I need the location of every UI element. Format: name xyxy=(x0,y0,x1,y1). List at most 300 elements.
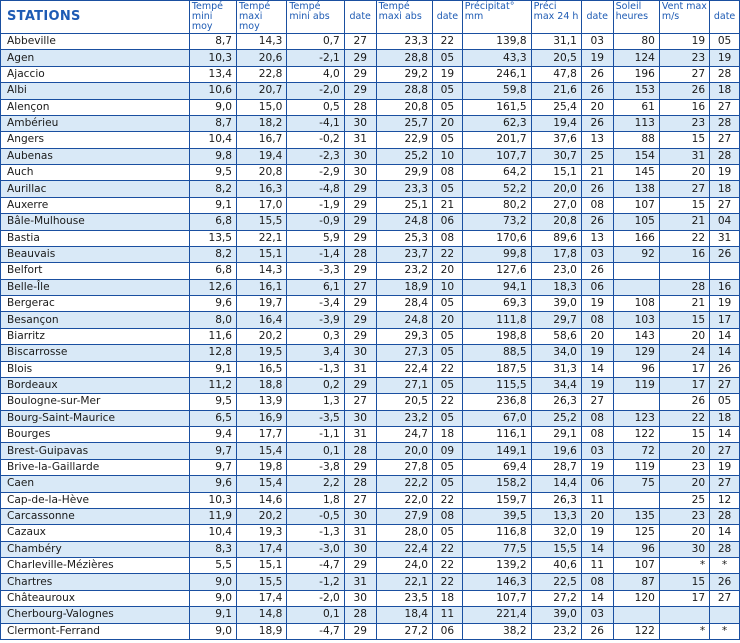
header-temp-max-abs: Tempé maxi abs xyxy=(376,1,432,34)
preci-max-24h-cell: 22,5 xyxy=(531,574,581,590)
table-row xyxy=(1,181,740,197)
temp-min-abs-cell: -1,2 xyxy=(287,574,344,590)
date-min-cell: 31 xyxy=(344,525,376,541)
temp-max-moy-cell: 19,8 xyxy=(237,459,287,475)
temp-min-moy-cell: 11,9 xyxy=(189,508,236,524)
date-min-cell: 31 xyxy=(344,574,376,590)
soleil-heures-cell: 125 xyxy=(613,525,659,541)
temp-min-abs-cell: -3,9 xyxy=(287,312,344,328)
preci-max-24h-cell: 32,0 xyxy=(531,525,581,541)
precipitation-cell: 127,6 xyxy=(462,263,531,279)
soleil-heures-cell: 107 xyxy=(613,197,659,213)
vent-max-cell: 26 xyxy=(659,394,709,410)
station-name-cell: Cap-de-la-Hève xyxy=(1,492,190,508)
temp-max-moy-cell: 19,3 xyxy=(237,525,287,541)
station-name-cell: Bergerac xyxy=(1,296,190,312)
station-name-cell: Albi xyxy=(1,83,190,99)
vent-max-cell: 15 xyxy=(659,574,709,590)
date-max-cell: 22 xyxy=(433,34,463,50)
date-min-cell: 29 xyxy=(344,263,376,279)
temp-max-moy-cell: 18,2 xyxy=(237,115,287,131)
temp-max-moy-cell: 15,4 xyxy=(237,476,287,492)
vent-max-cell: 24 xyxy=(659,345,709,361)
vent-max-cell: 15 xyxy=(659,132,709,148)
temp-min-abs-cell: -2,9 xyxy=(287,165,344,181)
temp-min-moy-cell: 8,2 xyxy=(189,246,236,262)
table-row xyxy=(1,574,740,590)
temp-max-abs-cell: 27,3 xyxy=(376,345,432,361)
temp-max-abs-cell: 29,9 xyxy=(376,165,432,181)
temp-max-abs-cell: 20,0 xyxy=(376,443,432,459)
temp-min-abs-cell: -1,1 xyxy=(287,427,344,443)
date-preci-cell: 08 xyxy=(581,574,613,590)
temp-max-moy-cell: 16,3 xyxy=(237,181,287,197)
date-vent-cell: * xyxy=(710,558,740,574)
table-row xyxy=(1,623,740,639)
station-name-cell: Bâle-Mulhouse xyxy=(1,214,190,230)
preci-max-24h-cell: 21,6 xyxy=(531,83,581,99)
table-row xyxy=(1,541,740,557)
soleil-heures-cell xyxy=(613,279,659,295)
soleil-heures-cell: 96 xyxy=(613,541,659,557)
preci-max-24h-cell: 15,5 xyxy=(531,541,581,557)
precipitation-cell: 139,8 xyxy=(462,34,531,50)
vent-max-cell: 17 xyxy=(659,361,709,377)
temp-max-abs-cell: 28,4 xyxy=(376,296,432,312)
table-row xyxy=(1,132,740,148)
soleil-heures-cell: 166 xyxy=(613,230,659,246)
date-min-cell: 31 xyxy=(344,132,376,148)
temp-min-moy-cell: 13,4 xyxy=(189,66,236,82)
temp-min-abs-cell: -4,7 xyxy=(287,623,344,639)
date-preci-cell: 14 xyxy=(581,590,613,606)
temp-min-abs-cell: 2,2 xyxy=(287,476,344,492)
date-max-cell: 05 xyxy=(433,181,463,197)
precipitation-cell: 116,1 xyxy=(462,427,531,443)
vent-max-cell: 23 xyxy=(659,115,709,131)
date-max-cell: 06 xyxy=(433,623,463,639)
vent-max-cell: 27 xyxy=(659,181,709,197)
temp-max-moy-cell: 17,4 xyxy=(237,541,287,557)
vent-max-cell: 22 xyxy=(659,410,709,426)
temp-max-moy-cell: 19,7 xyxy=(237,296,287,312)
table-row xyxy=(1,345,740,361)
preci-max-24h-cell: 28,7 xyxy=(531,459,581,475)
preci-max-24h-cell: 23,2 xyxy=(531,623,581,639)
date-max-cell: 05 xyxy=(433,459,463,475)
soleil-heures-cell: 107 xyxy=(613,558,659,574)
date-vent-cell: 26 xyxy=(710,361,740,377)
vent-max-cell: 20 xyxy=(659,443,709,459)
precipitation-cell: 38,2 xyxy=(462,623,531,639)
date-min-cell: 29 xyxy=(344,83,376,99)
station-name-cell: Carcassonne xyxy=(1,508,190,524)
temp-min-moy-cell: 8,7 xyxy=(189,34,236,50)
temp-min-moy-cell: 13,5 xyxy=(189,230,236,246)
temp-max-abs-cell: 27,8 xyxy=(376,459,432,475)
soleil-heures-cell: 72 xyxy=(613,443,659,459)
preci-max-24h-cell: 58,6 xyxy=(531,328,581,344)
date-preci-cell: 03 xyxy=(581,443,613,459)
temp-max-moy-cell: 14,8 xyxy=(237,607,287,623)
date-min-cell: 27 xyxy=(344,394,376,410)
date-vent-cell: 05 xyxy=(710,394,740,410)
date-min-cell: 29 xyxy=(344,66,376,82)
station-name-cell: Brive-la-Gaillarde xyxy=(1,459,190,475)
header-temp-min-moy: Tempé mini moy xyxy=(189,1,236,34)
date-vent-cell: 14 xyxy=(710,345,740,361)
temp-min-moy-cell: 10,6 xyxy=(189,83,236,99)
header-row xyxy=(1,1,740,34)
date-preci-cell: 03 xyxy=(581,246,613,262)
date-preci-cell: 08 xyxy=(581,197,613,213)
temp-min-moy-cell: 5,5 xyxy=(189,558,236,574)
preci-max-24h-cell: 31,1 xyxy=(531,34,581,50)
date-max-cell: 05 xyxy=(433,99,463,115)
vent-max-cell: * xyxy=(659,623,709,639)
date-max-cell: 20 xyxy=(433,263,463,279)
date-vent-cell: 17 xyxy=(710,312,740,328)
precipitation-cell: 170,6 xyxy=(462,230,531,246)
precipitation-cell: 115,5 xyxy=(462,377,531,393)
date-preci-cell: 19 xyxy=(581,50,613,66)
date-max-cell: 11 xyxy=(433,607,463,623)
date-max-cell: 05 xyxy=(433,83,463,99)
preci-max-24h-cell: 25,4 xyxy=(531,99,581,115)
temp-max-moy-cell: 15,1 xyxy=(237,246,287,262)
date-max-cell: 10 xyxy=(433,148,463,164)
soleil-heures-cell: 92 xyxy=(613,246,659,262)
date-preci-cell: 26 xyxy=(581,115,613,131)
table-row xyxy=(1,508,740,524)
date-min-cell: 29 xyxy=(344,214,376,230)
date-min-cell: 28 xyxy=(344,443,376,459)
vent-max-cell: 23 xyxy=(659,508,709,524)
temp-max-moy-cell: 14,3 xyxy=(237,263,287,279)
date-max-cell: 05 xyxy=(433,132,463,148)
vent-max-cell: 22 xyxy=(659,230,709,246)
temp-min-abs-cell: 0,1 xyxy=(287,443,344,459)
temp-min-moy-cell: 9,0 xyxy=(189,590,236,606)
precipitation-cell: 62,3 xyxy=(462,115,531,131)
header-precipitation: Précipitat° mm xyxy=(462,1,531,34)
date-min-cell: 29 xyxy=(344,230,376,246)
table-row xyxy=(1,34,740,50)
date-preci-cell: 03 xyxy=(581,607,613,623)
table-row xyxy=(1,328,740,344)
soleil-heures-cell: 80 xyxy=(613,34,659,50)
temp-max-moy-cell: 16,1 xyxy=(237,279,287,295)
date-vent-cell: 28 xyxy=(710,148,740,164)
temp-max-abs-cell: 25,2 xyxy=(376,148,432,164)
temp-max-abs-cell: 22,4 xyxy=(376,541,432,557)
date-preci-cell: 08 xyxy=(581,410,613,426)
preci-max-24h-cell: 17,8 xyxy=(531,246,581,262)
date-min-cell: 27 xyxy=(344,492,376,508)
date-max-cell: 08 xyxy=(433,508,463,524)
date-min-cell: 29 xyxy=(344,312,376,328)
date-preci-cell: 26 xyxy=(581,66,613,82)
station-name-cell: Chartres xyxy=(1,574,190,590)
soleil-heures-cell xyxy=(613,607,659,623)
station-name-cell: Clermont-Ferrand xyxy=(1,623,190,639)
preci-max-24h-cell: 19,4 xyxy=(531,115,581,131)
temp-max-abs-cell: 22,9 xyxy=(376,132,432,148)
date-vent-cell: 27 xyxy=(710,197,740,213)
date-vent-cell: 19 xyxy=(710,459,740,475)
temp-min-moy-cell: 8,7 xyxy=(189,115,236,131)
date-vent-cell: 12 xyxy=(710,492,740,508)
temp-max-abs-cell: 22,1 xyxy=(376,574,432,590)
date-min-cell: 29 xyxy=(344,623,376,639)
soleil-heures-cell: 88 xyxy=(613,132,659,148)
date-max-cell: 05 xyxy=(433,296,463,312)
station-name-cell: Aurillac xyxy=(1,181,190,197)
table-row xyxy=(1,197,740,213)
table-body xyxy=(1,34,740,640)
table-row xyxy=(1,590,740,606)
preci-max-24h-cell: 26,3 xyxy=(531,492,581,508)
precipitation-cell: 187,5 xyxy=(462,361,531,377)
preci-max-24h-cell: 27,2 xyxy=(531,590,581,606)
date-vent-cell: 19 xyxy=(710,165,740,181)
temp-max-abs-cell: 28,8 xyxy=(376,50,432,66)
table-row xyxy=(1,443,740,459)
temp-max-abs-cell: 28,0 xyxy=(376,525,432,541)
header-date-vent: date xyxy=(710,1,740,34)
date-min-cell: 28 xyxy=(344,246,376,262)
temp-min-moy-cell: 9,6 xyxy=(189,296,236,312)
temp-min-abs-cell: 6,1 xyxy=(287,279,344,295)
precipitation-cell: 59,8 xyxy=(462,83,531,99)
table-row xyxy=(1,66,740,82)
date-min-cell: 29 xyxy=(344,328,376,344)
precipitation-cell: 111,8 xyxy=(462,312,531,328)
table-row xyxy=(1,165,740,181)
vent-max-cell: 21 xyxy=(659,296,709,312)
precipitation-cell: 161,5 xyxy=(462,99,531,115)
table-row xyxy=(1,394,740,410)
temp-max-abs-cell: 22,0 xyxy=(376,492,432,508)
temp-max-moy-cell: 18,9 xyxy=(237,623,287,639)
station-name-cell: Bourges xyxy=(1,427,190,443)
table-row xyxy=(1,296,740,312)
date-vent-cell: 26 xyxy=(710,246,740,262)
date-preci-cell: 14 xyxy=(581,361,613,377)
table-row xyxy=(1,312,740,328)
station-name-cell: Belle-Île xyxy=(1,279,190,295)
temp-min-moy-cell: 9,7 xyxy=(189,459,236,475)
vent-max-cell: 16 xyxy=(659,246,709,262)
vent-max-cell: 17 xyxy=(659,377,709,393)
date-max-cell: 10 xyxy=(433,279,463,295)
date-vent-cell: 14 xyxy=(710,525,740,541)
temp-min-moy-cell: 9,4 xyxy=(189,427,236,443)
preci-max-24h-cell: 20,5 xyxy=(531,50,581,66)
temp-max-moy-cell: 14,3 xyxy=(237,34,287,50)
temp-min-moy-cell: 9,5 xyxy=(189,165,236,181)
soleil-heures-cell: 129 xyxy=(613,345,659,361)
station-name-cell: Bordeaux xyxy=(1,377,190,393)
date-vent-cell: 18 xyxy=(710,181,740,197)
station-name-cell: Cherbourg-Valognes xyxy=(1,607,190,623)
date-preci-cell: 26 xyxy=(581,83,613,99)
preci-max-24h-cell: 27,0 xyxy=(531,197,581,213)
temp-max-abs-cell: 27,2 xyxy=(376,623,432,639)
date-min-cell: 28 xyxy=(344,476,376,492)
date-max-cell: 09 xyxy=(433,443,463,459)
date-min-cell: 30 xyxy=(344,508,376,524)
temp-min-abs-cell: -2,0 xyxy=(287,83,344,99)
preci-max-24h-cell: 89,6 xyxy=(531,230,581,246)
station-name-cell: Caen xyxy=(1,476,190,492)
precipitation-cell: 201,7 xyxy=(462,132,531,148)
preci-max-24h-cell: 29,1 xyxy=(531,427,581,443)
station-name-cell: Châteauroux xyxy=(1,590,190,606)
temp-min-abs-cell: -1,4 xyxy=(287,246,344,262)
temp-max-moy-cell: 20,8 xyxy=(237,165,287,181)
precipitation-cell: 64,2 xyxy=(462,165,531,181)
header-vent-max: Vent max m/s xyxy=(659,1,709,34)
date-vent-cell: 19 xyxy=(710,296,740,312)
date-max-cell: 05 xyxy=(433,525,463,541)
station-name-cell: Alençon xyxy=(1,99,190,115)
temp-min-abs-cell: -1,3 xyxy=(287,361,344,377)
precipitation-cell: 69,4 xyxy=(462,459,531,475)
temp-min-moy-cell: 6,8 xyxy=(189,263,236,279)
date-max-cell: 21 xyxy=(433,197,463,213)
temp-max-moy-cell: 22,1 xyxy=(237,230,287,246)
temp-min-moy-cell: 9,0 xyxy=(189,623,236,639)
date-vent-cell: 28 xyxy=(710,508,740,524)
temp-max-abs-cell: 23,3 xyxy=(376,34,432,50)
temp-max-abs-cell: 25,7 xyxy=(376,115,432,131)
station-name-cell: Ambérieu xyxy=(1,115,190,131)
temp-min-moy-cell: 9,1 xyxy=(189,361,236,377)
date-vent-cell: 28 xyxy=(710,115,740,131)
vent-max-cell: 20 xyxy=(659,476,709,492)
temp-min-abs-cell: -0,2 xyxy=(287,132,344,148)
precipitation-cell: 69,3 xyxy=(462,296,531,312)
temp-min-abs-cell: 0,1 xyxy=(287,607,344,623)
temp-min-abs-cell: -3,4 xyxy=(287,296,344,312)
temp-min-abs-cell: -1,3 xyxy=(287,525,344,541)
temp-min-abs-cell: -4,7 xyxy=(287,558,344,574)
precipitation-cell: 43,3 xyxy=(462,50,531,66)
preci-max-24h-cell: 47,8 xyxy=(531,66,581,82)
date-max-cell: 05 xyxy=(433,50,463,66)
temp-max-moy-cell: 20,2 xyxy=(237,328,287,344)
date-vent-cell xyxy=(710,607,740,623)
vent-max-cell: 23 xyxy=(659,459,709,475)
date-max-cell: 19 xyxy=(433,66,463,82)
precipitation-cell: 88,5 xyxy=(462,345,531,361)
table-row xyxy=(1,558,740,574)
soleil-heures-cell: 96 xyxy=(613,361,659,377)
date-preci-cell: 19 xyxy=(581,377,613,393)
vent-max-cell xyxy=(659,263,709,279)
date-min-cell: 29 xyxy=(344,558,376,574)
preci-max-24h-cell: 34,0 xyxy=(531,345,581,361)
station-name-cell: Aubenas xyxy=(1,148,190,164)
temp-max-moy-cell: 15,5 xyxy=(237,574,287,590)
vent-max-cell: 31 xyxy=(659,148,709,164)
temp-min-moy-cell: 8,0 xyxy=(189,312,236,328)
temp-max-moy-cell: 20,7 xyxy=(237,83,287,99)
date-vent-cell: 27 xyxy=(710,476,740,492)
soleil-heures-cell: 135 xyxy=(613,508,659,524)
temp-max-moy-cell: 13,9 xyxy=(237,394,287,410)
date-min-cell: 29 xyxy=(344,459,376,475)
date-preci-cell: 27 xyxy=(581,394,613,410)
preci-max-24h-cell: 19,6 xyxy=(531,443,581,459)
precipitation-cell: 107,7 xyxy=(462,148,531,164)
date-max-cell: 22 xyxy=(433,361,463,377)
date-max-cell: 20 xyxy=(433,115,463,131)
date-min-cell: 30 xyxy=(344,410,376,426)
temp-max-moy-cell: 19,5 xyxy=(237,345,287,361)
date-min-cell: 31 xyxy=(344,427,376,443)
table-row xyxy=(1,525,740,541)
temp-max-abs-cell: 23,2 xyxy=(376,410,432,426)
vent-max-cell: 21 xyxy=(659,214,709,230)
soleil-heures-cell: 145 xyxy=(613,165,659,181)
header-stations: STATIONS xyxy=(1,1,190,34)
header-temp-min-abs: Tempé mini abs xyxy=(287,1,344,34)
date-min-cell: 29 xyxy=(344,197,376,213)
date-max-cell: 05 xyxy=(433,345,463,361)
preci-max-24h-cell: 23,0 xyxy=(531,263,581,279)
date-vent-cell: 04 xyxy=(710,214,740,230)
date-vent-cell: 27 xyxy=(710,377,740,393)
date-vent-cell: * xyxy=(710,623,740,639)
temp-min-abs-cell: 0,3 xyxy=(287,328,344,344)
temp-max-abs-cell: 24,8 xyxy=(376,214,432,230)
vent-max-cell: 15 xyxy=(659,427,709,443)
vent-max-cell: 15 xyxy=(659,312,709,328)
temp-min-moy-cell: 9,6 xyxy=(189,476,236,492)
date-vent-cell: 05 xyxy=(710,34,740,50)
table-row xyxy=(1,427,740,443)
station-name-cell: Biarritz xyxy=(1,328,190,344)
temp-min-moy-cell: 6,5 xyxy=(189,410,236,426)
date-max-cell: 05 xyxy=(433,328,463,344)
date-max-cell: 08 xyxy=(433,165,463,181)
table-row xyxy=(1,246,740,262)
soleil-heures-cell: 108 xyxy=(613,296,659,312)
station-name-cell: Boulogne-sur-Mer xyxy=(1,394,190,410)
precipitation-cell: 99,8 xyxy=(462,246,531,262)
temp-max-abs-cell: 24,8 xyxy=(376,312,432,328)
date-max-cell: 22 xyxy=(433,246,463,262)
station-name-cell: Chambéry xyxy=(1,541,190,557)
date-min-cell: 30 xyxy=(344,148,376,164)
temp-max-moy-cell: 20,2 xyxy=(237,508,287,524)
date-vent-cell xyxy=(710,263,740,279)
station-name-cell: Auxerre xyxy=(1,197,190,213)
temp-min-abs-cell: 4,0 xyxy=(287,66,344,82)
temp-min-abs-cell: -2,3 xyxy=(287,148,344,164)
temp-max-moy-cell: 22,8 xyxy=(237,66,287,82)
temp-max-moy-cell: 16,7 xyxy=(237,132,287,148)
temp-max-abs-cell: 22,2 xyxy=(376,476,432,492)
temp-max-moy-cell: 16,4 xyxy=(237,312,287,328)
temp-min-moy-cell: 10,4 xyxy=(189,132,236,148)
temp-max-moy-cell: 15,5 xyxy=(237,214,287,230)
table-row xyxy=(1,214,740,230)
date-vent-cell: 19 xyxy=(710,50,740,66)
temp-min-abs-cell: -4,1 xyxy=(287,115,344,131)
